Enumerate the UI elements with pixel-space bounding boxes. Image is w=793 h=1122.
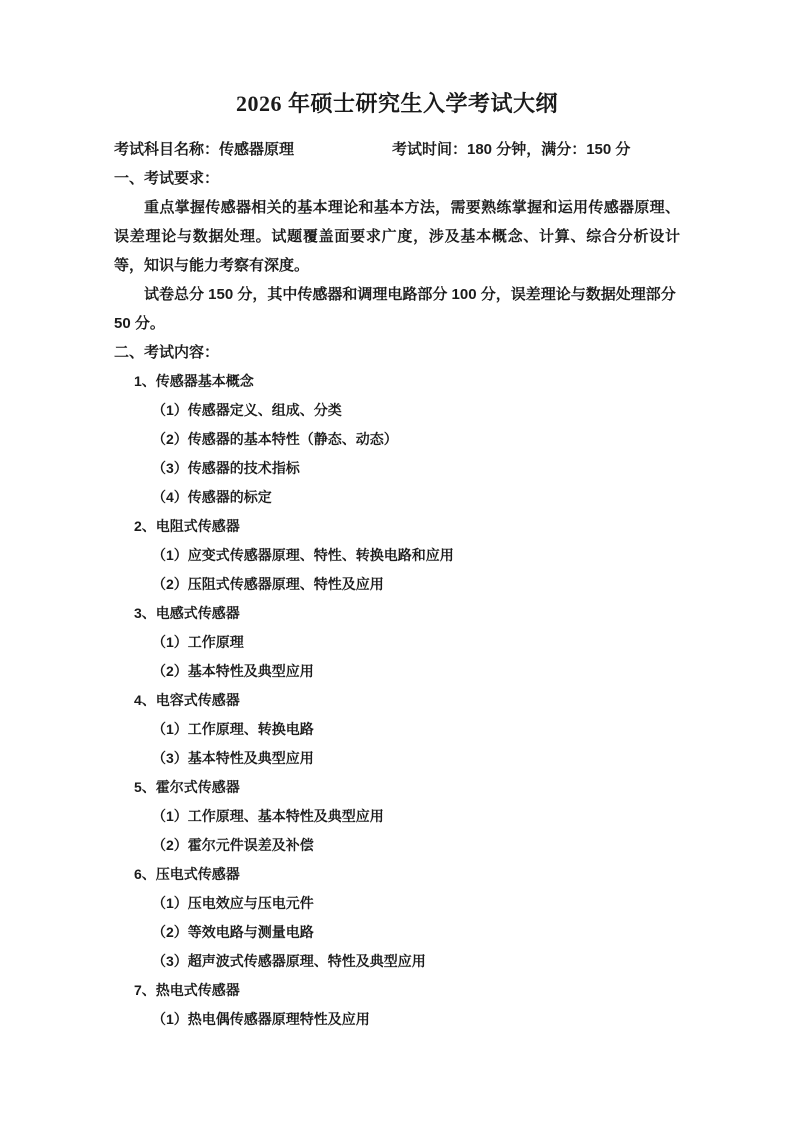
outline-subitem-2-1: （1）应变式传感器原理、特性、转换电路和应用	[152, 547, 454, 563]
outline-item-1: 1、传感器基本概念	[134, 373, 254, 389]
outline-item-4: 4、电容式传感器	[134, 692, 240, 708]
outline-item-2: 2、电阻式传感器	[134, 518, 240, 534]
exam-subject-label: 考试科目名称：传感器原理	[114, 141, 295, 158]
outline-subitem-4-2: （3）基本特性及典型应用	[152, 750, 314, 766]
outline-subitem-6-1: （1）压电效应与压电元件	[152, 895, 314, 911]
outline-subitem-1-1: （1）传感器定义、组成、分类	[152, 402, 342, 418]
section-heading-requirements: 一、考试要求：	[114, 170, 220, 187]
outline-subitem-7-1: （1）热电偶传感器原理特性及应用	[152, 1011, 370, 1027]
outline-item-5: 5、霍尔式传感器	[134, 779, 240, 795]
outline-subitem-1-2: （2）传感器的基本特性（静态、动态）	[152, 431, 398, 447]
outline-subitem-1-4: （4）传感器的标定	[152, 489, 272, 505]
outline-subitem-3-2: （2）基本特性及典型应用	[152, 663, 314, 679]
outline-subitem-1-3: （3）传感器的技术指标	[152, 460, 300, 476]
outline-item-7: 7、热电式传感器	[134, 982, 240, 998]
requirements-paragraph-2: 试卷总分 150 分，其中传感器和调理电路部分 100 分，误差理论与数据处理部分 50 分。	[114, 286, 676, 332]
outline-item-3: 3、电感式传感器	[134, 605, 240, 621]
outline-subitem-6-3: （3）超声波式传感器原理、特性及典型应用	[152, 953, 426, 969]
outline-subitem-6-2: （2）等效电路与测量电路	[152, 924, 314, 940]
page-title: 2026 年硕士研究生入学考试大纲	[235, 91, 558, 116]
exam-meta-line	[114, 135, 680, 164]
exam-contents-outline	[114, 367, 680, 1034]
outline-subitem-5-1: （1）工作原理、基本特性及典型应用	[152, 808, 384, 824]
document-content-column	[114, 0, 680, 1034]
outline-subitem-5-2: （2）霍尔元件误差及补偿	[152, 837, 314, 853]
exam-time-score-label: 考试时间：180 分钟，满分：150 分	[392, 141, 631, 158]
outline-subitem-3-1: （1）工作原理	[152, 634, 244, 650]
section-heading-contents: 二、考试内容：	[114, 344, 220, 361]
outline-subitem-2-2: （2）压阻式传感器原理、特性及应用	[152, 576, 384, 592]
requirements-paragraph-1: 重点掌握传感器相关的基本理论和基本方法，需要熟练掌握和运用传感器原理、误差理论与数据处理。试题覆盖面要求广度，涉及基本概念、计算、综合分析设计等，知识与能力考察有深度。	[114, 199, 680, 274]
outline-item-6: 6、压电式传感器	[134, 866, 240, 882]
outline-subitem-4-1: （1）工作原理、转换电路	[152, 721, 314, 737]
